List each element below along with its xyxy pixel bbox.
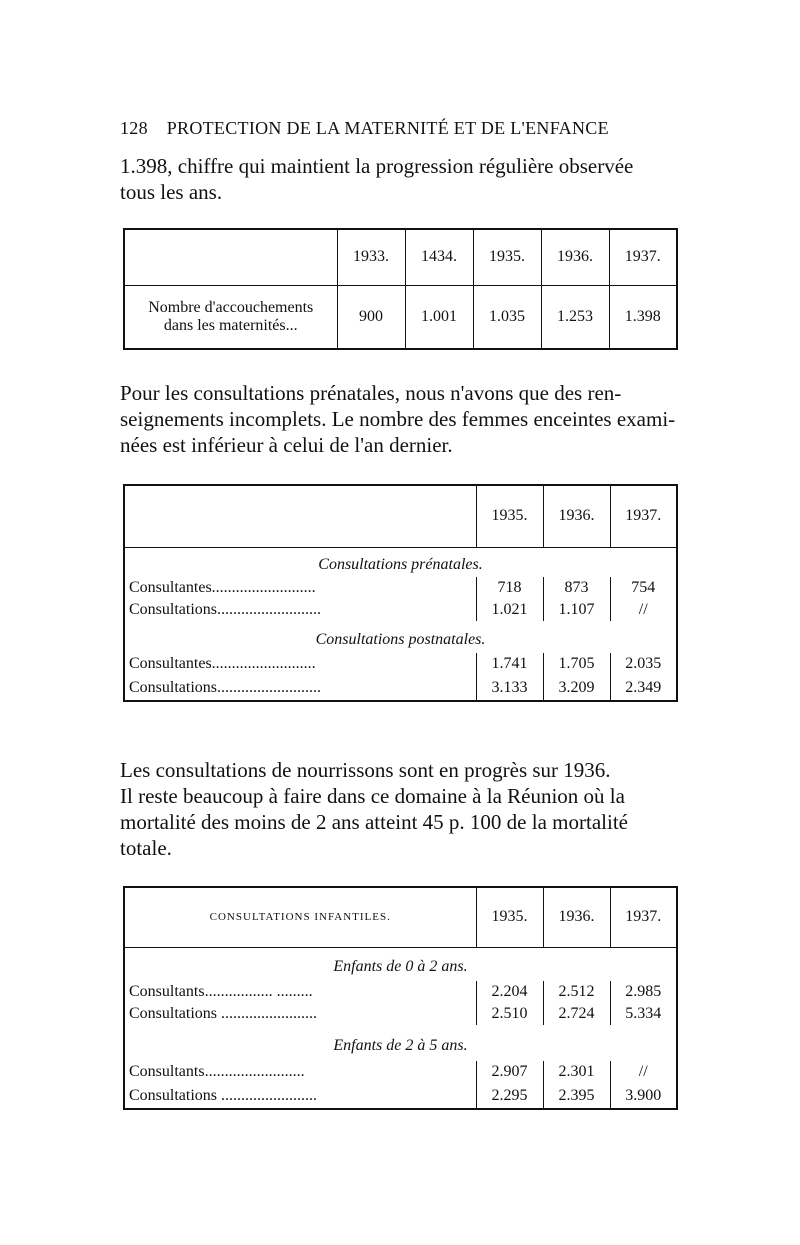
infant-table [123,886,678,1110]
table-cell: 2.301 [543,1061,610,1083]
table-cell: 2.349 [610,675,677,701]
table-cell: 1.035 [473,285,541,349]
table-cell: 2.035 [610,653,677,675]
table-cell: 718 [476,577,543,599]
paragraph-intro [120,153,680,205]
row-label-line: dans les maternités... [163,316,298,334]
births-table [123,228,678,350]
paragraph-line: 1.398, chiffre qui maintient la progression régulière observée [120,154,634,178]
row-label: Consultations.......................... [129,678,322,696]
running-header [120,118,680,139]
section-heading: Enfants de 0 à 2 ans. [333,958,468,976]
row-label: Consultantes.......................... [129,655,316,672]
year-header: 1935. [476,485,543,547]
row-label-births [124,285,337,349]
year-header: 1935. [476,887,543,947]
paragraph-line: totale. [120,836,172,860]
running-title: PROTECTION DE LA MATERNITÉ ET DE L'ENFANCE [166,118,609,138]
table-cell: 1.001 [405,285,473,349]
row-label: Consultants......................... [129,1063,305,1080]
table-cell: 2.510 [476,1003,543,1025]
year-header: 1935. [473,229,541,285]
table-cell: 1.705 [543,653,610,675]
paragraph-infant [120,757,680,861]
table-cell: 1.253 [541,285,609,349]
paragraph-line: mortalité des moins de 2 ans atteint 45 p. 100 de la mortalité [120,810,628,834]
table-cell: 1.021 [476,599,543,621]
year-header: 1937. [609,229,677,285]
row-label-line: Nombre d'accouchements [148,298,314,316]
year-header: 1933. [337,229,405,285]
paragraph-line: tous les ans. [120,180,223,204]
row-label: Consultations.......................... [129,601,322,618]
table-cell: 2.724 [543,1003,610,1025]
table-cell: 2.204 [476,981,543,1003]
table-cell: 2.295 [476,1083,543,1109]
table-cell: 2.985 [610,981,677,1003]
page-number: 128 [120,118,148,138]
paragraph-line: Il reste beaucoup à faire dans ce domaine à la Réunion où la [120,784,625,808]
table-cell: 873 [543,577,610,599]
year-header: 1937. [610,887,677,947]
section-heading: Enfants de 2 à 5 ans. [333,1037,468,1054]
table-cell: 2.512 [543,981,610,1003]
year-header: 1434. [405,229,473,285]
paragraph-line: Les consultations de nourrissons sont en progrès sur 1936. [120,758,611,782]
table-cell: 3.133 [476,675,543,701]
table-cell: 3.209 [543,675,610,701]
row-label: Consultantes.......................... [129,579,316,596]
table-cell: 900 [337,285,405,349]
prenatal-table [123,484,678,702]
table-cell: 5.334 [610,1003,677,1025]
section-heading: Consultations postnatales. [315,631,486,648]
section-heading: Consultations prénatales. [318,556,483,574]
table-cell: 1.398 [609,285,677,349]
table-cell: 2.907 [476,1061,543,1083]
table-cell: // [610,1061,677,1083]
table-cell: // [610,599,677,621]
blank-header-cell [124,229,337,285]
table-heading: CONSULTATIONS INFANTILES. [124,887,476,947]
table-cell: 3.900 [610,1083,677,1109]
paragraph-line: Pour les consultations prénatales, nous n'avons que des ren- [120,381,622,405]
table-cell: 2.395 [543,1083,610,1109]
paragraph-line: nées est inférieur à celui de l'an dernier. [120,433,453,457]
table-cell: 754 [610,577,677,599]
row-label: Consultants................. ......... [129,983,313,1000]
table-cell: 1.741 [476,653,543,675]
paragraph-prenatal [120,380,680,458]
row-label: Consultations ........................ [129,1005,318,1022]
year-header: 1936. [541,229,609,285]
year-header: 1936. [543,887,610,947]
year-header: 1936. [543,485,610,547]
year-header: 1937. [610,485,677,547]
row-label: Consultations ........................ [129,1086,318,1104]
table-cell: 1.107 [543,599,610,621]
paragraph-line: seignements incomplets. Le nombre des femmes enceintes exami- [120,407,676,431]
blank-header-cell [124,485,476,547]
